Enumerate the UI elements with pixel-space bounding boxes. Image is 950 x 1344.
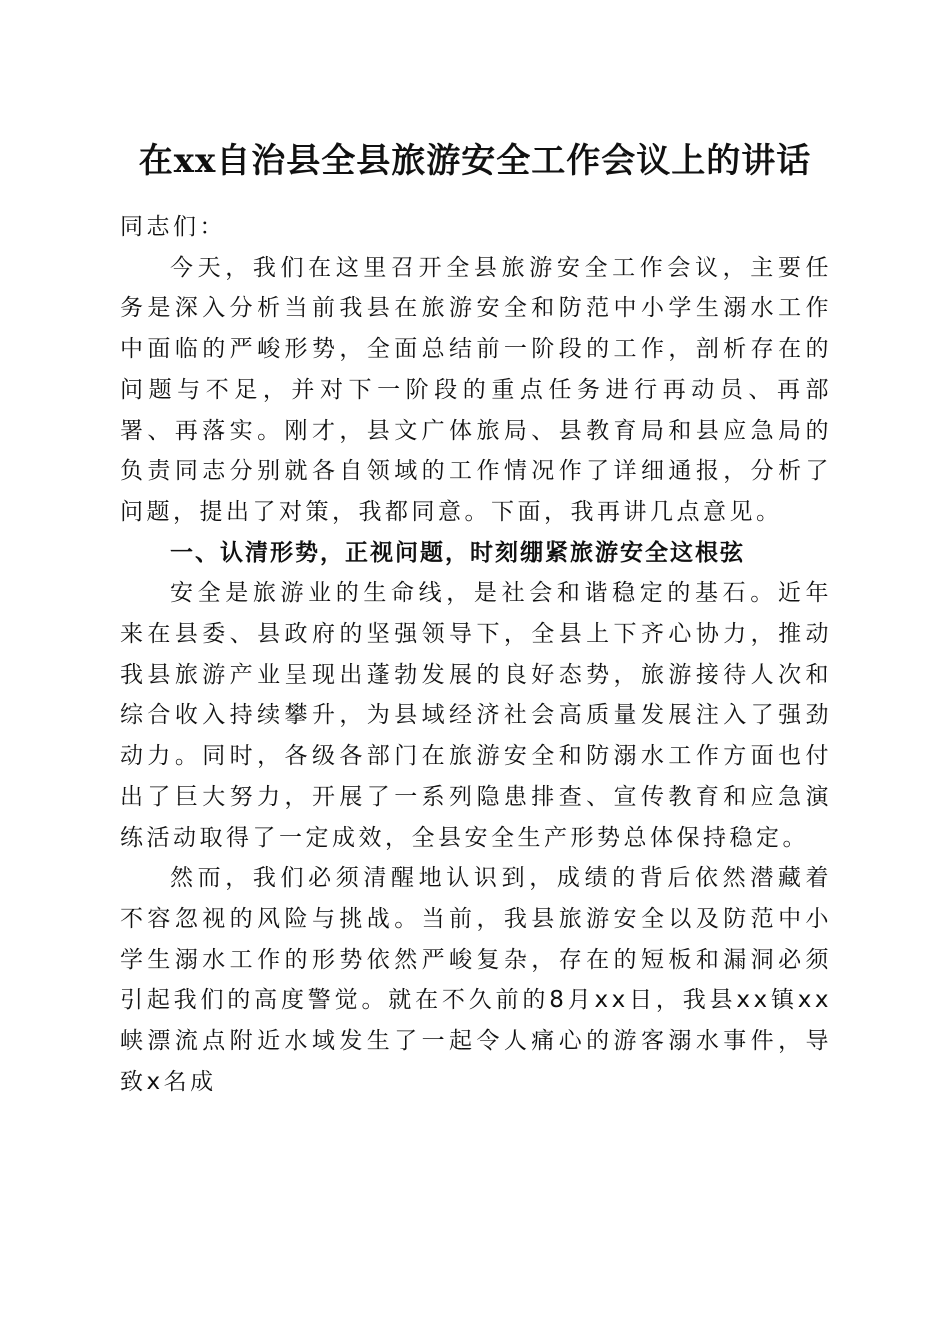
section-heading: 一、认清形势，正视问题，时刻绷紧旅游安全这根弦 bbox=[170, 539, 745, 566]
document-body bbox=[120, 207, 832, 1102]
intro-paragraph: 今天，我们在这里召开全县旅游安全工作会议，主要任务是深入分析当前我县在旅游安全和防范中小学生溺水工作中面临的严峻形势，全面总结前一阶段的工作，剖析存在的问题与不足，并对下一阶段的重点任务进行再动员、再部署、再落实。刚才，县文广体旅局、县教育局和县应急局的负责同志分别就各自领域的工作情况作了详细通报，分析了问题，提出了对策，我都同意。下面，我再讲几点意见。 bbox=[120, 254, 832, 525]
body-paragraph: 然而，我们必须清醒地认识到，成绩的背后依然潜藏着不容忽视的风险与挑战。当前，我县旅游安全以及防范中小学生溺水工作的形势依然严峻复杂，存在的短板和漏洞必须引起我们的高度警觉。就在不久前的8月xx日，我县xx镇xx峡漂流点附近水域发生了一起令人痛心的游客溺水事件，导致x名成 bbox=[120, 865, 832, 1095]
salutation: 同志们： bbox=[120, 214, 226, 240]
document-title: 在xx自治县全县旅游安全工作会议上的讲话 bbox=[138, 141, 812, 181]
body-paragraph: 安全是旅游业的生命线，是社会和谐稳定的基石。近年来在县委、县政府的坚强领导下，全县上下齐心协力，推动我县旅游产业呈现出蓬勃发展的良好态势，旅游接待人次和综合收入持续攀升，为县域经济社会高质量发展注入了强劲动力。同时，各级各部门在旅游安全和防溺水工作方面也付出了巨大努力，开展了一系列隐患排查、宣传教育和应急演练活动取得了一定成效，全县安全生产形势总体保持稳定。 bbox=[120, 580, 832, 851]
